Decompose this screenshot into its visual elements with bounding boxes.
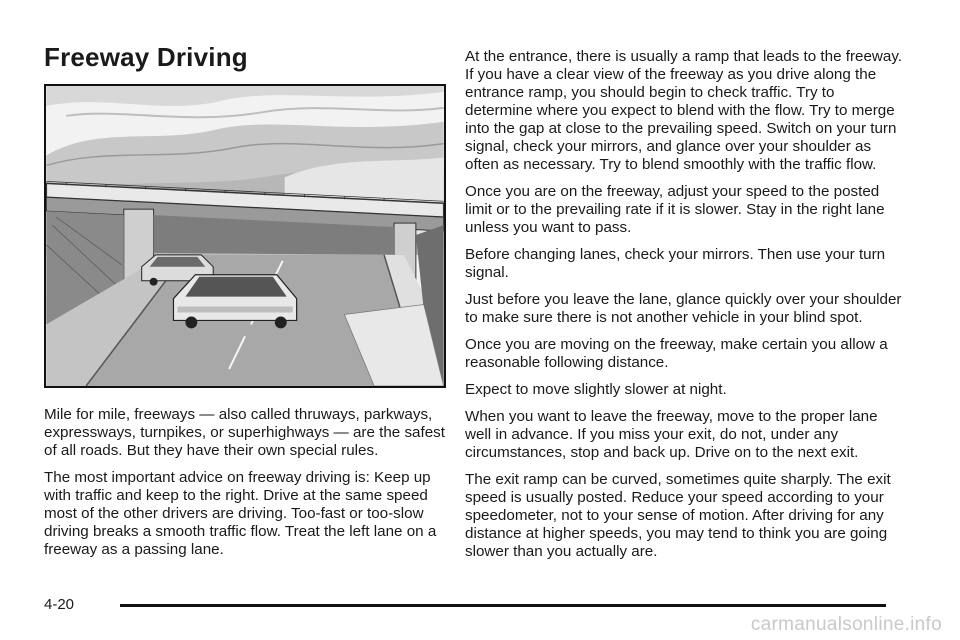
right-column [465,48,905,570]
intro-paragraph: Mile for mile, freeways — also called thruways, parkways, expressways, turnpikes, or superhighways — are the safest of all roads. But they have their own special rules. [44,406,445,459]
night-paragraph: Expect to move slightly slower at night. [465,381,727,398]
following-distance-paragraph: Once you are moving on the freeway, make certain you allow a reasonable following distance. [465,336,888,371]
blind-spot-paragraph: Just before you leave the lane, glance quickly over your shoulder to make sure there is not another vehicle in your blind spot. [465,291,902,326]
advice-paragraph: The most important advice on freeway driving is: Keep up with traffic and keep to the right. Drive at the same speed most of the other drivers are driving. Too-fast or too-slow driving breaks a smooth traffic flow. Treat the left lane on a freeway as a passing lane. [44,469,437,558]
page-number: 4-20 [44,596,75,613]
watermark: carmanualsonline.info [750,614,942,635]
leaving-freeway-paragraph: When you want to leave the freeway, move to the proper lane well in advance. If you miss your exit, do not, under any circumstances, stop and back up. Drive on to the next exit. [465,408,878,461]
exit-ramp-paragraph: The exit ramp can be curved, sometimes quite sharply. The exit speed is usually posted. Reduce your speed according to your speedometer, not to your sense of motion. After driving for any distance at higher speeds, you may tend to think you are going slower than you actually are. [465,471,891,560]
freeway-illustration [44,84,446,388]
footer-divider [120,604,886,607]
left-column [44,42,454,568]
page-title: Freeway Driving [44,42,248,72]
lane-change-paragraph: Before changing lanes, check your mirrors. Then use your turn signal. [465,246,886,281]
speed-paragraph: Once you are on the freeway, adjust your speed to the posted limit or to the prevailing rate if it is slower. Stay in the right lane unless you want to pass. [465,183,885,236]
freeway-scene-image [46,86,444,386]
entrance-paragraph: At the entrance, there is usually a ramp that leads to the freeway. If you have a clear view of the freeway as you drive along the entrance ramp, you should begin to check traffic. Try to determine where you expect to blend with the flow. Try to merge into the gap at close to the prevailing speed. Switch on your turn signal, check your mirrors, and glance over your shoulder as often as necessary. Try to blend smoothly with the traffic flow. [465,48,903,173]
